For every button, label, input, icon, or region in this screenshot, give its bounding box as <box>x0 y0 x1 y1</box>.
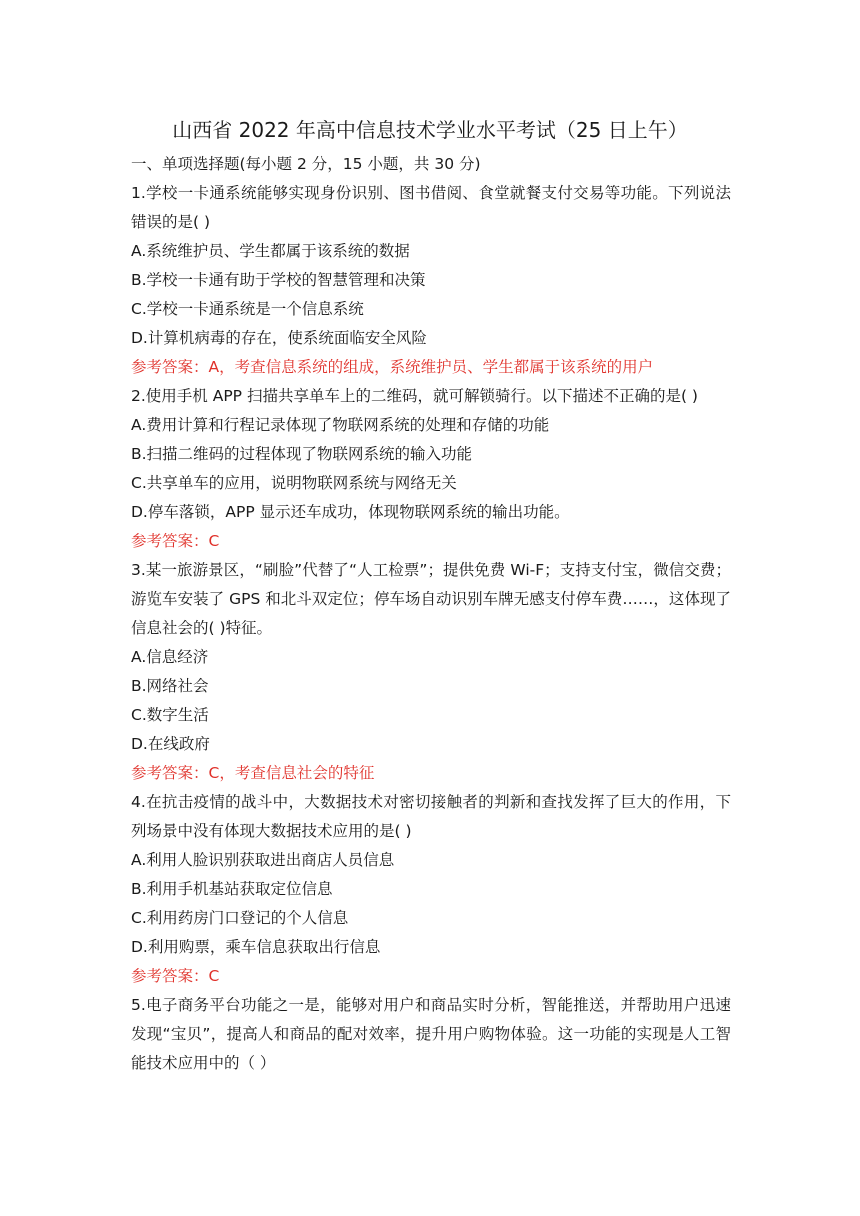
answer-key: 参考答案：C <box>131 967 220 985</box>
exam-content <box>131 150 731 1078</box>
option: D.利用购票，乘车信息获取出行信息 <box>131 938 381 956</box>
option: C.学校一卡通系统是一个信息系统 <box>131 300 364 318</box>
option: D.停车落锁，APP 显示还车成功，体现物联网系统的输出功能。 <box>131 503 570 521</box>
option: A.费用计算和行程记录体现了物联网系统的处理和存储的功能 <box>131 416 550 434</box>
section-heading: 一、单项选择题(每小题 2 分，15 小题，共 30 分) <box>131 155 481 173</box>
question-stem: 3.某一旅游景区，“刷脸”代替了“人工检票”；提供免费 Wi-F；支持支付宝，微信交费；游览车安装了 GPS 和北斗双定位；停车场自动识别车牌无感支付停车费……，这体现了信息社会的( )特征。 <box>131 561 731 637</box>
question-stem: 4.在抗击疫情的战斗中，大数据技术对密切接触者的判新和查找发挥了巨大的作用，下列场景中没有体现大数据技术应用的是( ) <box>131 793 731 840</box>
option: B.学校一卡通有助于学校的智慧管理和决策 <box>131 271 426 289</box>
question-stem: 1.学校一卡通系统能够实现身份识别、图书借阅、食堂就餐支付交易等功能。下列说法错误的是( ) <box>131 184 731 231</box>
answer-key: 参考答案：A，考查信息系统的组成，系统维护员、学生都属于该系统的用户 <box>131 358 654 376</box>
option: A.信息经济 <box>131 648 209 666</box>
document-title: 山西省 2022 年高中信息技术学业水平考试（25 日上午） <box>172 118 688 142</box>
option: B.利用手机基站获取定位信息 <box>131 880 333 898</box>
answer-key: 参考答案：C <box>131 532 220 550</box>
option: C.数字生活 <box>131 706 209 724</box>
option: D.在线政府 <box>131 735 210 753</box>
option: D.计算机病毒的存在，使系统面临安全风险 <box>131 329 427 347</box>
question-stem: 5.电子商务平台功能之一是，能够对用户和商品实时分析，智能推送，并帮助用户迅速发现“宝贝”，提高人和商品的配对效率，提升用户购物体验。这一功能的实现是人工智能技术应用中的（ ） <box>131 996 731 1072</box>
option: C.利用药房门口登记的个人信息 <box>131 909 349 927</box>
option: A.系统维护员、学生都属于该系统的数据 <box>131 242 410 260</box>
option: C.共享单车的应用，说明物联网系统与网络无关 <box>131 474 457 492</box>
answer-key: 参考答案：C，考查信息社会的特征 <box>131 764 375 782</box>
option: B.扫描二维码的过程体现了物联网系统的输入功能 <box>131 445 473 463</box>
option: B.网络社会 <box>131 677 209 695</box>
option: A.利用人脸识别获取进出商店人员信息 <box>131 851 395 869</box>
question-stem: 2.使用手机 APP 扫描共享单车上的二维码，就可解锁骑行。以下描述不正确的是( ) <box>131 387 698 405</box>
